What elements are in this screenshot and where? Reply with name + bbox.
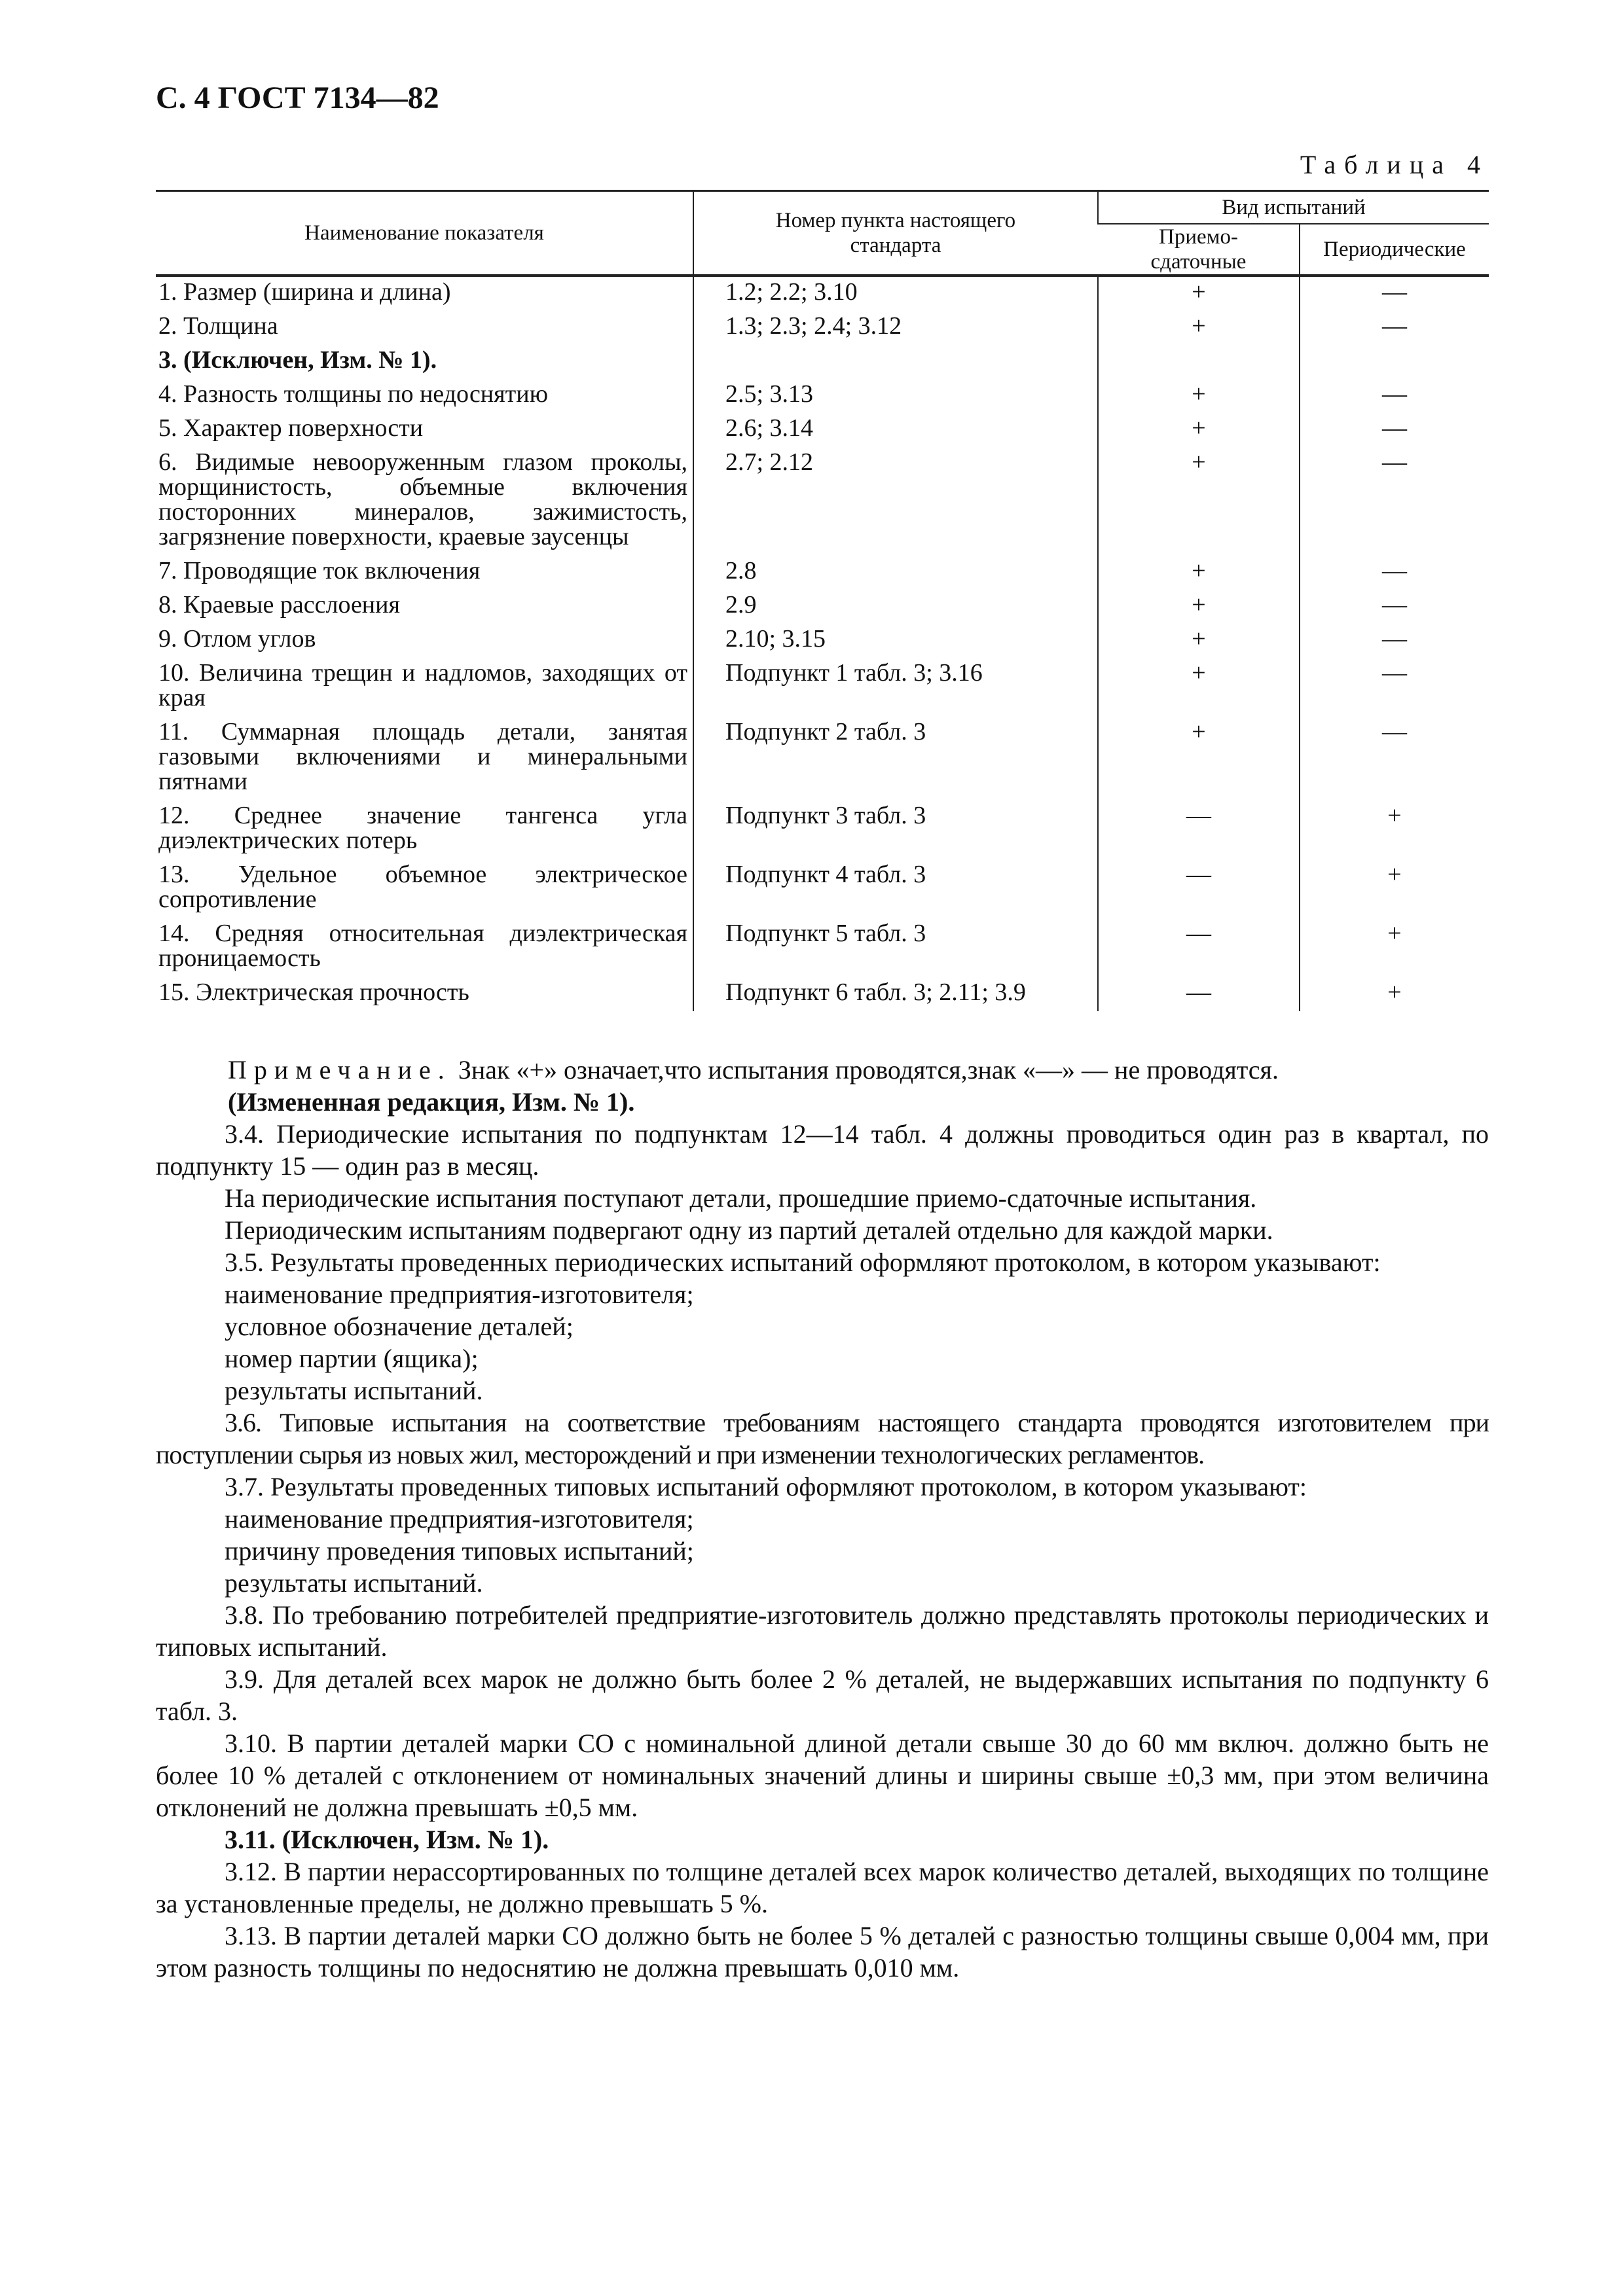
table-row <box>156 624 1489 658</box>
row-ref: Подпункт 3 табл. 3 <box>693 800 1098 859</box>
row-name: 12. Среднее значение тангенса угла диэлектрических потерь <box>158 802 687 854</box>
row-acceptance: — <box>1098 918 1300 977</box>
row-name: 10. Величина трещин и надломов, заходящих от края <box>158 659 687 711</box>
row-periodic: — <box>1300 658 1489 717</box>
row-name: 5. Характер поверхности <box>158 414 424 442</box>
list-item: условное обозначение деталей; <box>225 1312 574 1341</box>
list-item: наименование предприятия-изготовителя; <box>225 1504 694 1534</box>
row-name: 8. Краевые расслоения <box>158 591 400 619</box>
table-row <box>156 859 1489 918</box>
row-ref <box>693 345 1098 379</box>
row-name: 4. Разность толщины по недоснятию <box>158 380 548 408</box>
row-periodic: + <box>1300 918 1489 977</box>
para-3-12: 3.12. В партии нерассортированных по толщине деталей всех марок количество деталей, выходящих по толщине за установленные пределы, не должно превышать 5 %. <box>156 1857 1489 1918</box>
table-note: Примечание. Знак «+» означает,что испытания проводятся,знак «—» — не проводятся. <box>228 1055 1279 1085</box>
row-name: 14. Средняя относительная диэлектрическая проницаемость <box>158 920 687 972</box>
row-acceptance: — <box>1098 977 1300 1011</box>
row-periodic: + <box>1300 859 1489 918</box>
para-3-4c: Периодическим испытаниям подвергают одну из партий деталей отдельно для каждой марки. <box>225 1215 1273 1245</box>
col-header-group: Вид испытаний <box>1098 191 1489 224</box>
row-periodic: — <box>1300 413 1489 447</box>
row-acceptance: + <box>1098 590 1300 624</box>
row-ref: Подпункт 6 табл. 3; 2.11; 3.9 <box>693 977 1098 1011</box>
para-3-4b: На периодические испытания поступают детали, прошедшие приемо-сдаточные испытания. <box>225 1183 1257 1213</box>
row-name: 2. Толщина <box>158 312 278 340</box>
list-item: результаты испытаний. <box>225 1376 483 1405</box>
col-header-name: Наименование показателя <box>156 191 693 276</box>
page-header: С. 4 ГОСТ 7134—82 <box>156 81 439 115</box>
table-row <box>156 977 1489 1011</box>
row-name: 13. Удельное объемное электрическое сопротивление <box>158 861 687 913</box>
row-periodic: — <box>1300 624 1489 658</box>
row-name: 1. Размер (ширина и длина) <box>158 278 451 306</box>
row-acceptance: + <box>1098 447 1300 556</box>
row-name: 9. Отлом углов <box>158 625 316 653</box>
row-ref: 2.10; 3.15 <box>693 624 1098 658</box>
para-3-8: 3.8. По требованию потребителей предприятие-изготовитель должно представлять протоколы периодических и типовых испытаний. <box>156 1600 1489 1662</box>
para-3-11: 3.11. (Исключен, Изм. № 1). <box>225 1825 549 1854</box>
row-ref: Подпункт 5 табл. 3 <box>693 918 1098 977</box>
table-row <box>156 447 1489 556</box>
row-periodic: — <box>1300 447 1489 556</box>
row-name: 3. (Исключен, Изм. № 1). <box>158 346 437 374</box>
list-item: причину проведения типовых испытаний; <box>225 1536 694 1566</box>
para-3-7: 3.7. Результаты проведенных типовых испытаний оформляют протоколом, в котором указывают: <box>225 1472 1307 1501</box>
para-3-10: 3.10. В партии деталей марки СО с номинальной длиной детали свыше 30 до 60 мм включ. должно быть не более 10 % деталей с отклонением от номинальных значений длины и ширины свыше ±0,3 мм, при этом величина отклонений не должна превышать ±0,5 мм. <box>156 1729 1489 1822</box>
table-row <box>156 345 1489 379</box>
table-caption: Таблица 4 <box>1300 150 1489 179</box>
row-acceptance: + <box>1098 379 1300 413</box>
row-periodic: — <box>1300 556 1489 590</box>
row-name: 6. Видимые невооруженным глазом проколы, морщинистость, объемные включения посторонних минералов, зажимистость, загрязнение поверхности, краевые заусенцы <box>158 448 687 550</box>
amended-note: (Измененная редакция, Изм. № 1). <box>228 1087 635 1117</box>
table-row <box>156 658 1489 717</box>
row-periodic: — <box>1300 717 1489 800</box>
row-acceptance: — <box>1098 800 1300 859</box>
row-ref: 1.2; 2.2; 3.10 <box>693 276 1098 311</box>
row-ref: 2.6; 3.14 <box>693 413 1098 447</box>
para-3-5: 3.5. Результаты проведенных периодических испытаний оформляют протоколом, в котором указывают: <box>225 1247 1381 1277</box>
row-acceptance: + <box>1098 311 1300 345</box>
row-acceptance: + <box>1098 556 1300 590</box>
row-periodic: — <box>1300 379 1489 413</box>
para-3-6: 3.6. Типовые испытания на соответствие требованиям настоящего стандарта проводятся изготовителем при поступлении сырья из новых жил, месторождений и при изменении технологических регламентов. <box>156 1408 1489 1469</box>
table-row <box>156 918 1489 977</box>
para-3-4: 3.4. Периодические испытания по подпунктам 12—14 табл. 4 должны проводиться один раз в квартал, по подпункту 15 — один раз в месяц. <box>156 1119 1489 1181</box>
table-row <box>156 276 1489 311</box>
row-acceptance: + <box>1098 624 1300 658</box>
row-periodic: — <box>1300 590 1489 624</box>
row-name: 11. Суммарная площадь детали, занятая газовыми включениями и минеральными пятнами <box>158 718 687 795</box>
row-periodic: — <box>1300 311 1489 345</box>
table-row <box>156 311 1489 345</box>
row-periodic: + <box>1300 800 1489 859</box>
row-ref: 1.3; 2.3; 2.4; 3.12 <box>693 311 1098 345</box>
row-ref: 2.5; 3.13 <box>693 379 1098 413</box>
row-periodic: + <box>1300 977 1489 1011</box>
row-acceptance <box>1098 345 1300 379</box>
row-ref: 2.8 <box>693 556 1098 590</box>
row-periodic <box>1300 345 1489 379</box>
row-ref: Подпункт 2 табл. 3 <box>693 717 1098 800</box>
row-acceptance: + <box>1098 717 1300 800</box>
list-item: номер партии (ящика); <box>225 1344 479 1373</box>
list-item: результаты испытаний. <box>225 1568 483 1598</box>
row-acceptance: + <box>1098 658 1300 717</box>
table-row <box>156 590 1489 624</box>
table-row <box>156 379 1489 413</box>
row-periodic: — <box>1300 276 1489 311</box>
para-3-13: 3.13. В партии деталей марки СО должно быть не более 5 % деталей с разностью толщины свыше 0,004 мм, при этом разность толщины по недоснятию не должна превышать 0,010 мм. <box>156 1921 1489 1982</box>
table-row <box>156 800 1489 859</box>
row-ref: Подпункт 1 табл. 3; 3.16 <box>693 658 1098 717</box>
table-row <box>156 413 1489 447</box>
row-ref: Подпункт 4 табл. 3 <box>693 859 1098 918</box>
col-header-ref: Номер пункта настоящего стандарта <box>693 191 1098 276</box>
col-header-periodic: Периодические <box>1300 224 1489 276</box>
table-row <box>156 556 1489 590</box>
para-3-9: 3.9. Для деталей всех марок не должно быть более 2 % деталей, не выдержавших испытания по подпункту 6 табл. 3. <box>156 1664 1489 1726</box>
row-name: 7. Проводящие ток включения <box>158 557 481 584</box>
table-row <box>156 717 1489 800</box>
list-item: наименование предприятия-изготовителя; <box>225 1280 694 1309</box>
row-acceptance: + <box>1098 276 1300 311</box>
row-ref: 2.7; 2.12 <box>693 447 1098 556</box>
row-name: 15. Электрическая прочность <box>158 978 469 1006</box>
row-ref: 2.9 <box>693 590 1098 624</box>
row-acceptance: + <box>1098 413 1300 447</box>
test-types-table <box>156 190 1489 1011</box>
col-header-acceptance: Приемо-сдаточные <box>1098 224 1300 276</box>
row-acceptance: — <box>1098 859 1300 918</box>
body-text <box>156 1054 1489 1984</box>
